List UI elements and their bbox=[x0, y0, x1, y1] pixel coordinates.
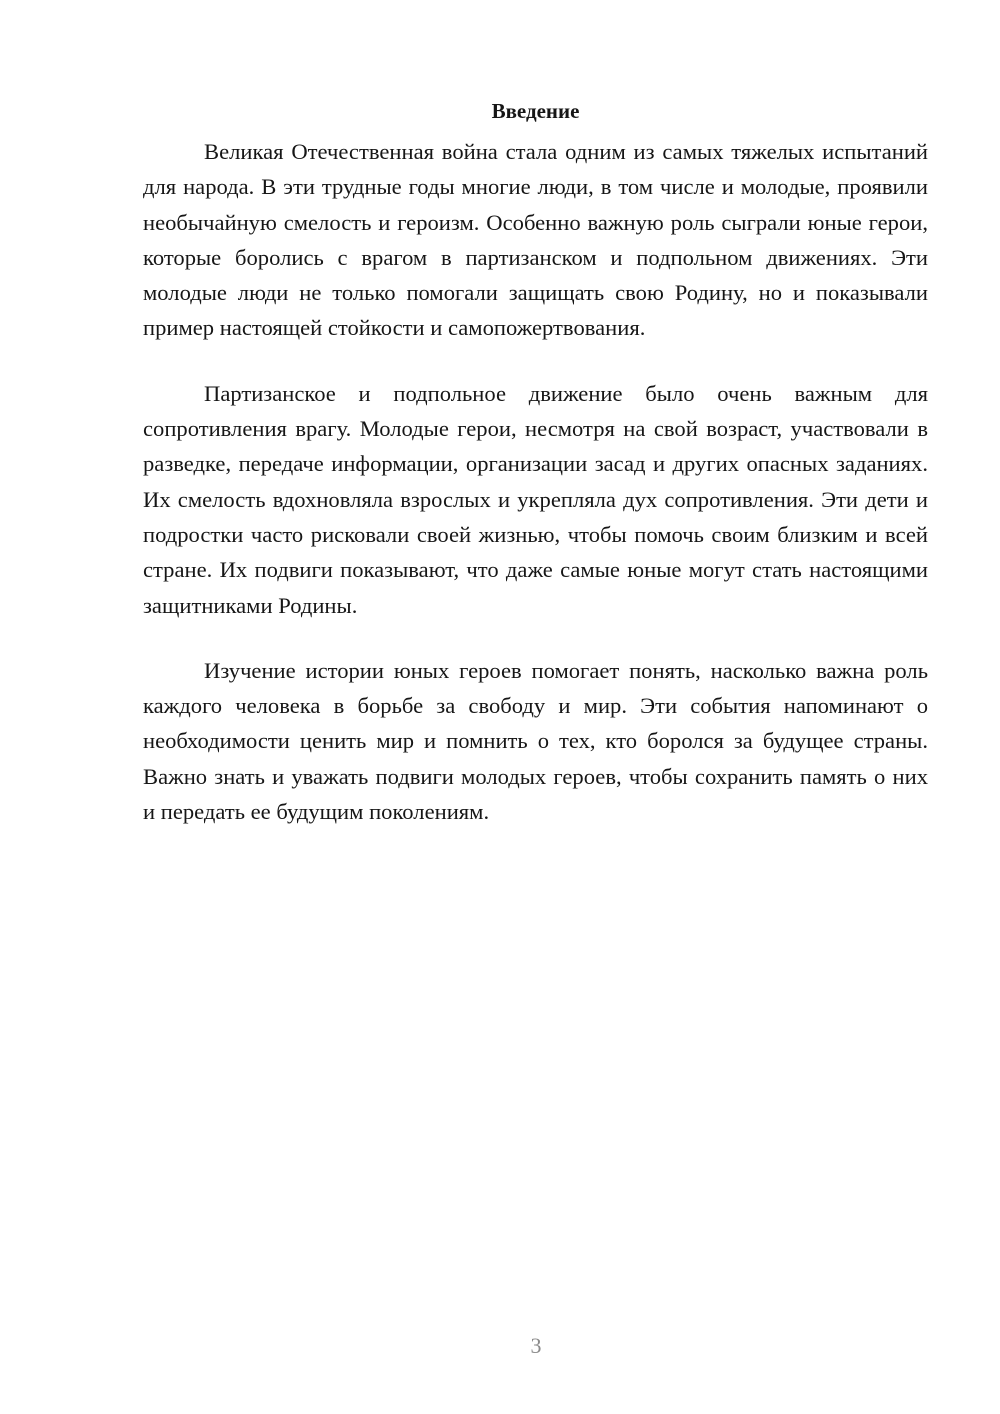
paragraph-1: Великая Отечественная война стала одним из самых тяжелых испытаний для народа. В эти трудные годы многие люди, в том числе и молодые, проявили необычайную смелость и героизм. Особенно важную роль сыграли юные герои, которые боролись с врагом в партизанском и подпольном движениях. Эти молодые люди не только помогали защищать свою Родину, но и показывали пример настоящей стойкости и самопожертвования. bbox=[143, 139, 928, 341]
paragraph-2: Партизанское и подпольное движение было очень важным для сопротивления врагу. Молодые герои, несмотря на свой возраст, участвовали в разведке, передаче информации, организации засад и других опасных заданиях. Их смелость вдохновляла взрослых и укрепляла дух сопротивления. Эти дети и подростки часто рисковали своей жизнью, чтобы помочь своим близким и всей стране. Их подвиги показывают, что даже самые юные могут стать настоящими защитниками Родины. bbox=[143, 380, 928, 618]
page-content bbox=[143, 96, 928, 829]
section-title: Введение bbox=[491, 99, 580, 123]
page-number: 3 bbox=[530, 1333, 542, 1358]
paragraph-3: Изучение истории юных героев помогает понять, насколько важна роль каждого человека в борьбе за свободу и мир. Эти события напоминают о необходимости ценить мир и помнить о тех, кто боролся за будущее страны. Важно знать и уважать подвиги молодых героев, чтобы сохранить память о них и передать ее будущим поколениям. bbox=[143, 657, 928, 825]
